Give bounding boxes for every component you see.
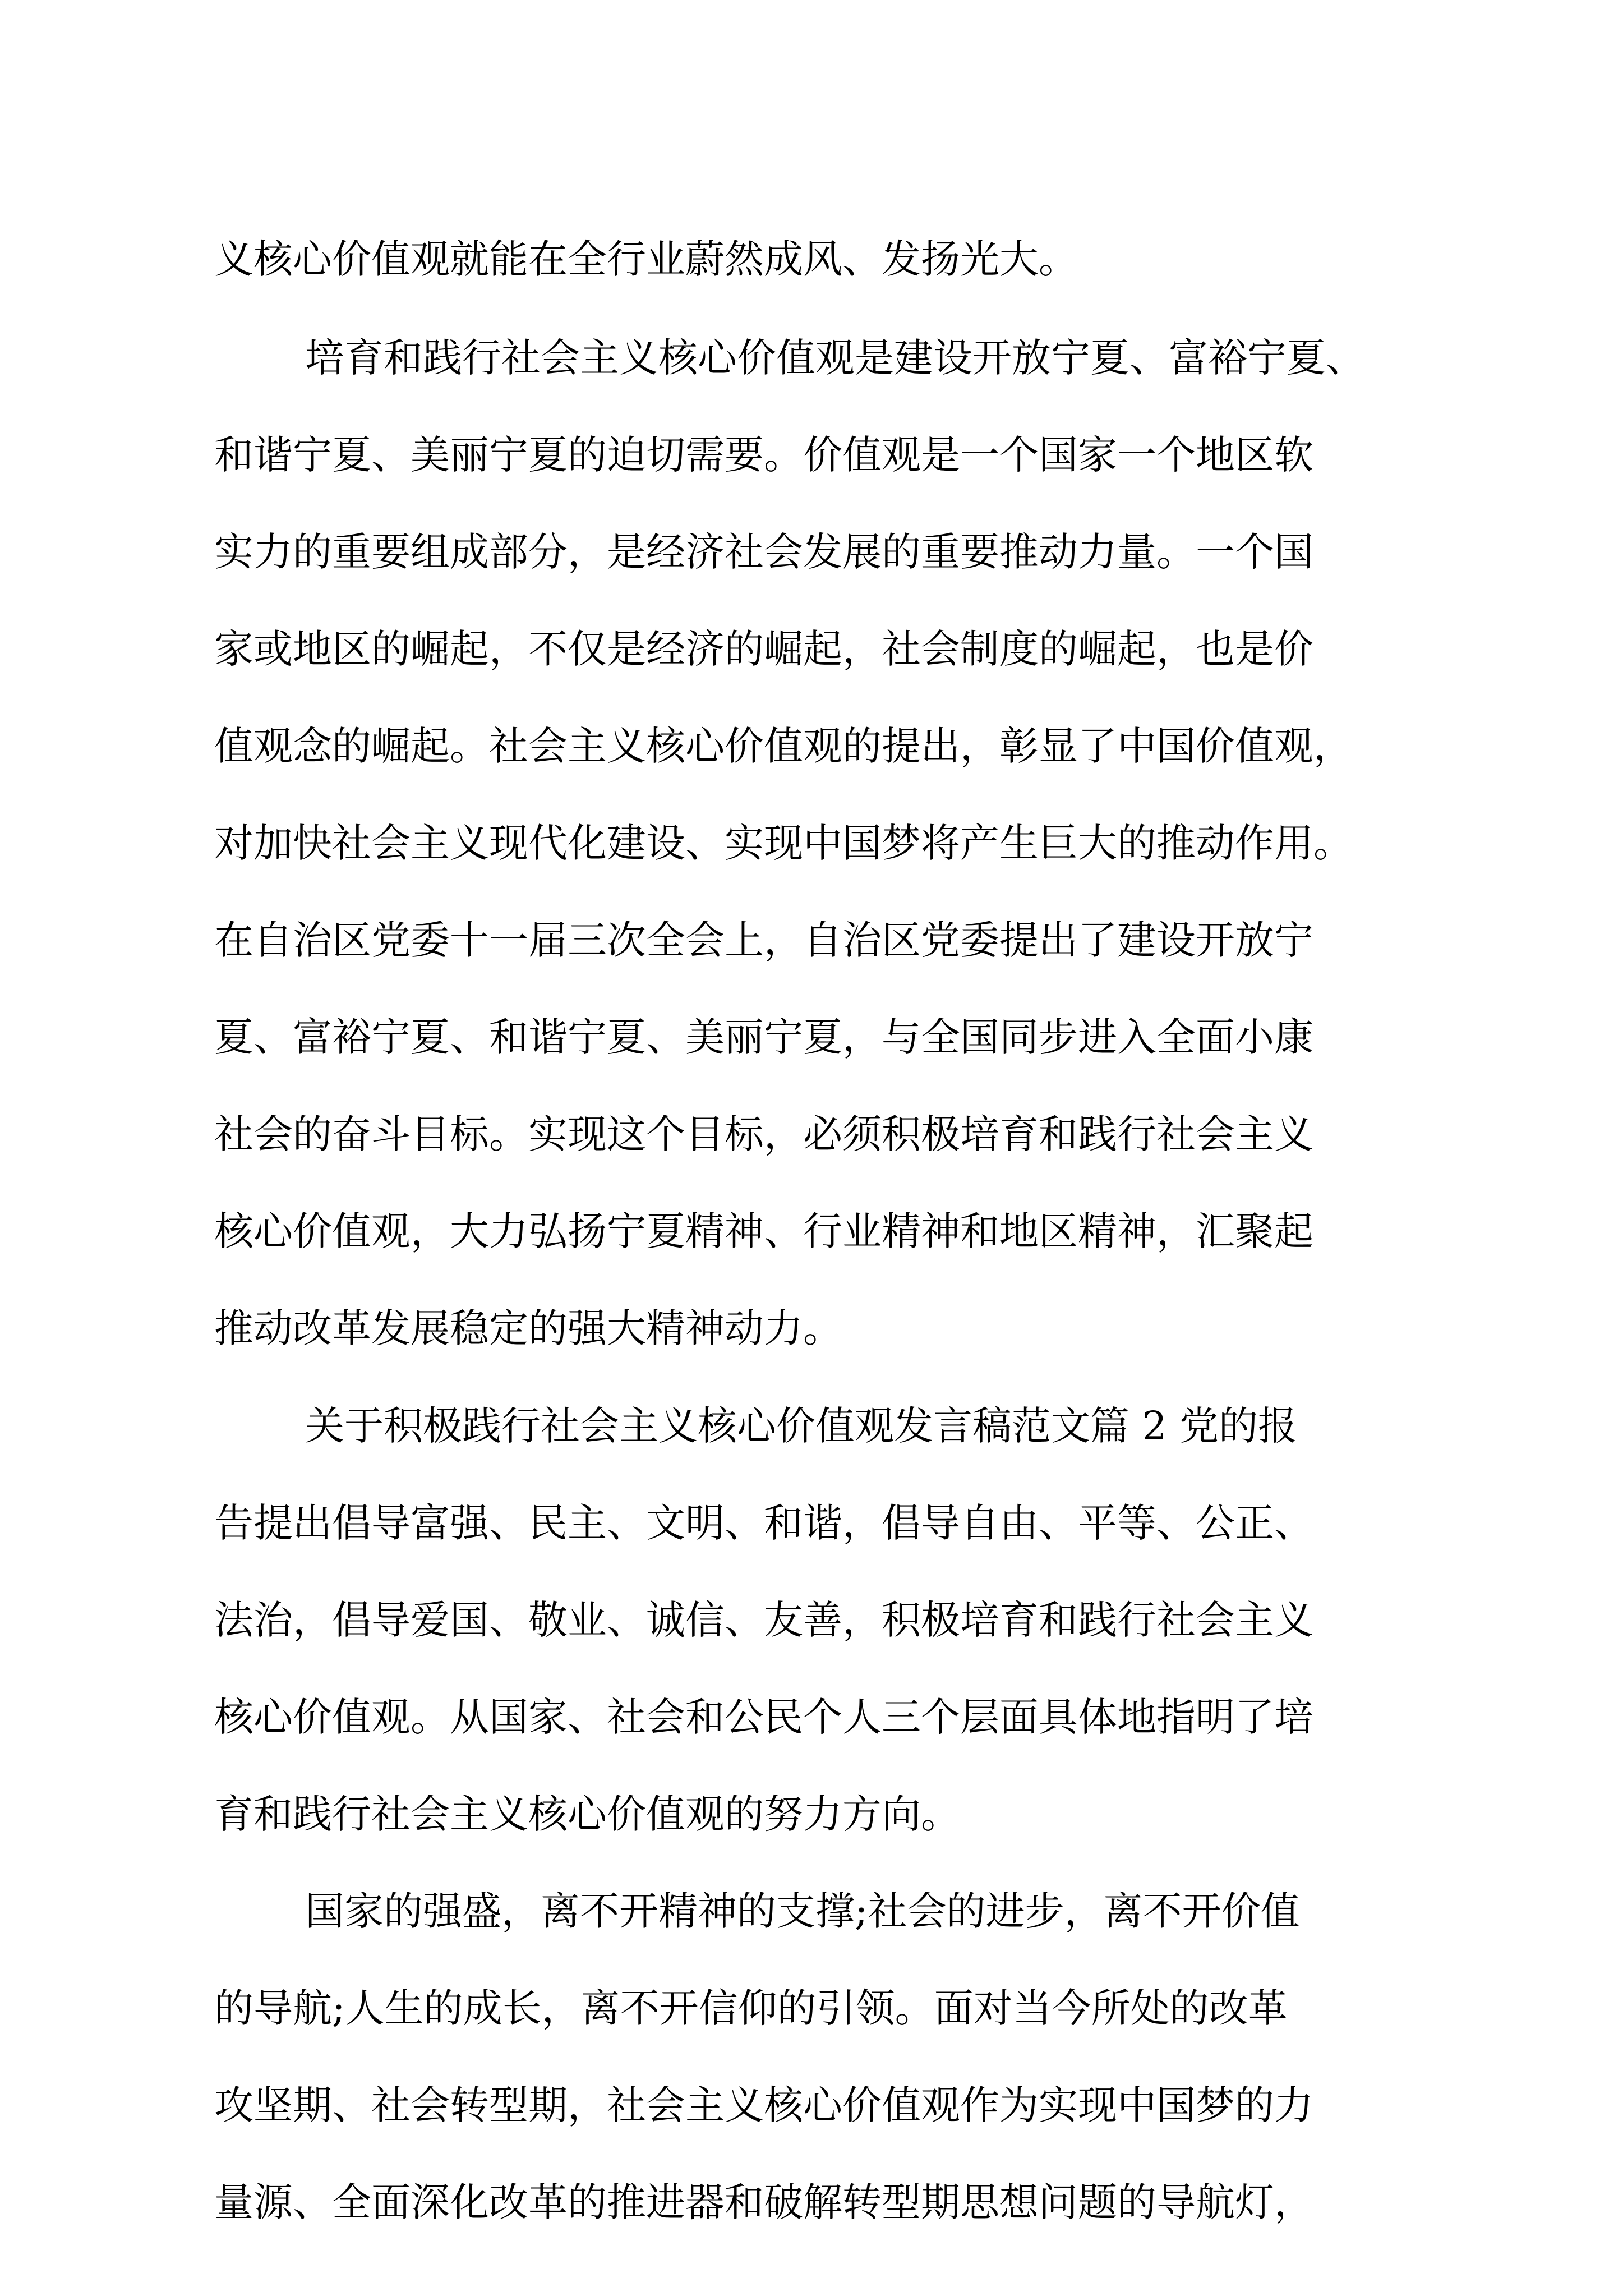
text-line: 法治，倡导爱国、敬业、诚信、友善，积极培育和践行社会主义 [214, 1597, 1313, 1643]
text-line: 核心价值观。从国家、社会和公民个人三个层面具体地指明了培 [214, 1694, 1313, 1740]
text-line: 对加快社会主义现代化建设、实现中国梦将产生巨大的推动作用。 [214, 820, 1353, 866]
text-line: 夏、富裕宁夏、和谐宁夏、美丽宁夏，与全国同步进入全面小康 [214, 1014, 1313, 1060]
text-line: 家或地区的崛起，不仅是经济的崛起，社会制度的崛起，也是价 [214, 626, 1313, 672]
text-line: 推动改革发展稳定的强大精神动力。 [214, 1305, 842, 1351]
text-line: 告提出倡导富强、民主、文明、和谐，倡导自由、平等、公正、 [214, 1500, 1313, 1546]
text-line: 在自治区党委十一届三次全会上，自治区党委提出了建设开放宁 [214, 917, 1313, 963]
paragraph-first-line: 培育和践行社会主义核心价值观是建设开放宁夏、富裕宁夏、 [305, 335, 1365, 381]
text-line: 社会的奋斗目标。实现这个目标，必须积极培育和践行社会主义 [214, 1111, 1313, 1157]
paragraph-first-line: 国家的强盛，离不开精神的支撑;社会的进步，离不开价值 [305, 1888, 1300, 1934]
text-line: 攻坚期、社会转型期，社会主义核心价值观作为实现中国梦的力 [214, 2082, 1313, 2128]
text-line: 值观念的崛起。社会主义核心价值观的提出，彰显了中国价值观， [214, 723, 1353, 769]
text-line: 量源、全面深化改革的推进器和破解转型期思想问题的导航灯， [214, 2179, 1313, 2225]
text-line: 义核心价值观就能在全行业蔚然成风、发扬光大。 [214, 236, 1078, 282]
text-line: 核心价值观，大力弘扬宁夏精神、行业精神和地区精神，汇聚起 [214, 1208, 1313, 1254]
text-line: 和谐宁夏、美丽宁夏的迫切需要。价值观是一个国家一个地区软 [214, 432, 1313, 478]
text-line: 的导航;人生的成长，离不开信仰的引领。面对当今所处的改革 [214, 1985, 1288, 2031]
text-line: 育和践行社会主义核心价值观的努力方向。 [214, 1791, 960, 1837]
paragraph-first-line: 关于积极践行社会主义核心价值观发言稿范文篇 2 党的报 [305, 1403, 1298, 1449]
text-line: 实力的重要组成部分，是经济社会发展的重要推动力量。一个国 [214, 529, 1313, 575]
